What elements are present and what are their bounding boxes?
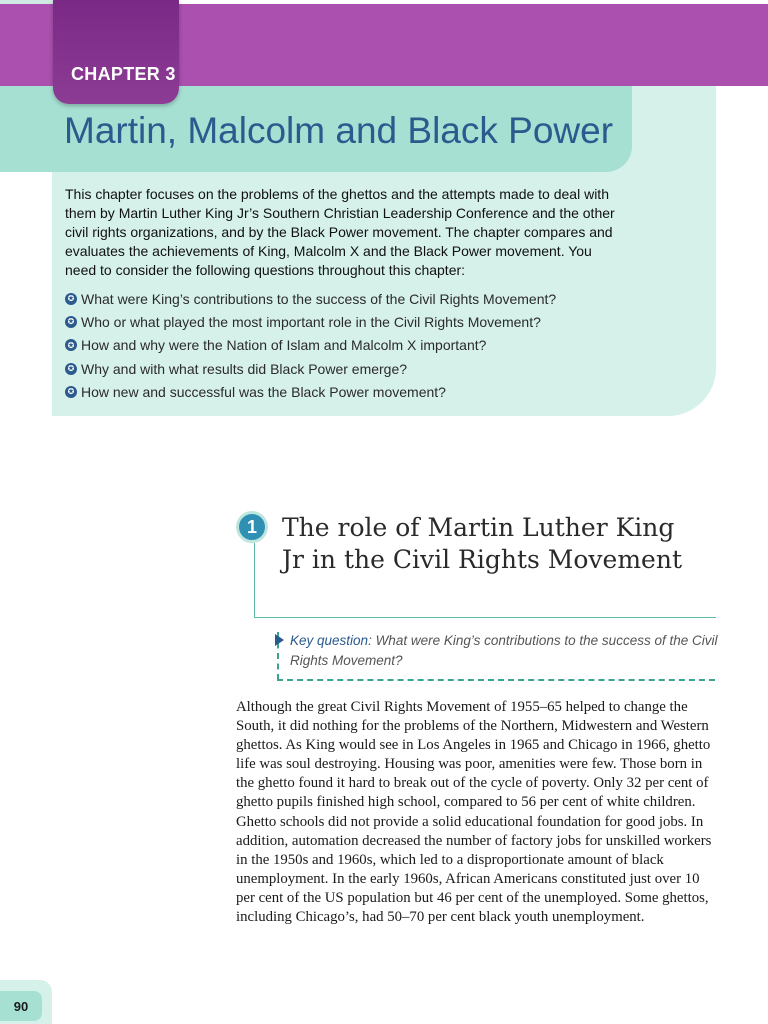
question-text: How and why were the Nation of Islam and Malcolm X important? bbox=[81, 337, 487, 354]
key-question-text: : What were King’s contributions to the success of the Civil Rights Movement? bbox=[290, 633, 718, 668]
question-text: How new and successful was the Black Power movement? bbox=[81, 383, 446, 400]
question-list bbox=[65, 287, 665, 403]
key-question-label: Key question bbox=[290, 633, 369, 648]
chapter-label: CHAPTER 3 bbox=[71, 64, 176, 84]
question-text: What were King’s contributions to the success of the Civil Rights Movement? bbox=[81, 290, 557, 307]
list-item bbox=[65, 334, 665, 357]
star-bullet-icon: ✪ bbox=[65, 316, 77, 328]
list-item bbox=[65, 287, 665, 310]
question-text: Who or what played the most important role in the Civil Rights Movement? bbox=[81, 313, 541, 330]
body-paragraph: Although the great Civil Rights Movement of 1955–65 helped to change the South, it did nothing for the problems of the Northern, Midwestern and Western ghettos. As King would see in Los Angeles in 1965 and Chicago in 1966, ghetto life was soul destroying. Housing was poor, amenities were few. Those born in the ghetto found it hard to break out of the cycle of poverty. Only 32 per cent of ghetto pupils finished high school, compared to 56 per cent of white children. Ghetto schools did not provide a solid educational foundation for good jobs. In addition, automation decreased the number of factory jobs for unskilled workers in the 1950s and 1960s, which led to a disproportionate amount of black unemployment. In the early 1960s, African Americans constituted just over 10 per cent of the US population but 46 per cent of the unemployed. Some ghettos, including Chicago’s, had 50–70 per cent black youth unemployment. bbox=[236, 699, 712, 926]
list-item bbox=[65, 380, 665, 403]
section-number-badge: 1 bbox=[236, 511, 268, 543]
star-bullet-icon: ✪ bbox=[65, 293, 77, 305]
section-rule-vertical bbox=[254, 543, 255, 618]
list-item bbox=[65, 357, 665, 380]
question-text: Why and with what results did Black Power emerge? bbox=[81, 360, 408, 377]
list-item bbox=[65, 310, 665, 333]
intro-text: This chapter focuses on the problems of the ghettos and the attempts made to deal with them by Martin Luther King Jr’s Southern Christian Leadership Conference and the other civil rights organizations, and by the Black Power movement. The chapter compares and evaluates the achievements of King, Malcolm X and the Black Power movement. You need to consider the following questions throughout this chapter: bbox=[65, 186, 615, 278]
triangle-arrow-icon bbox=[275, 634, 284, 646]
star-bullet-icon: ✪ bbox=[65, 386, 77, 398]
star-bullet-icon: ✪ bbox=[65, 339, 77, 351]
key-question bbox=[290, 631, 720, 671]
star-bullet-icon: ✪ bbox=[65, 363, 77, 375]
page-number: 90 bbox=[0, 991, 42, 1021]
key-question-divider-horizontal bbox=[277, 679, 715, 681]
chapter-tab bbox=[53, 0, 179, 104]
section-rule-horizontal bbox=[254, 617, 716, 618]
chapter-title: Martin, Malcolm and Black Power bbox=[64, 110, 614, 151]
section-title: The role of Martin Luther King Jr in the Civil Rights Movement bbox=[282, 513, 682, 574]
